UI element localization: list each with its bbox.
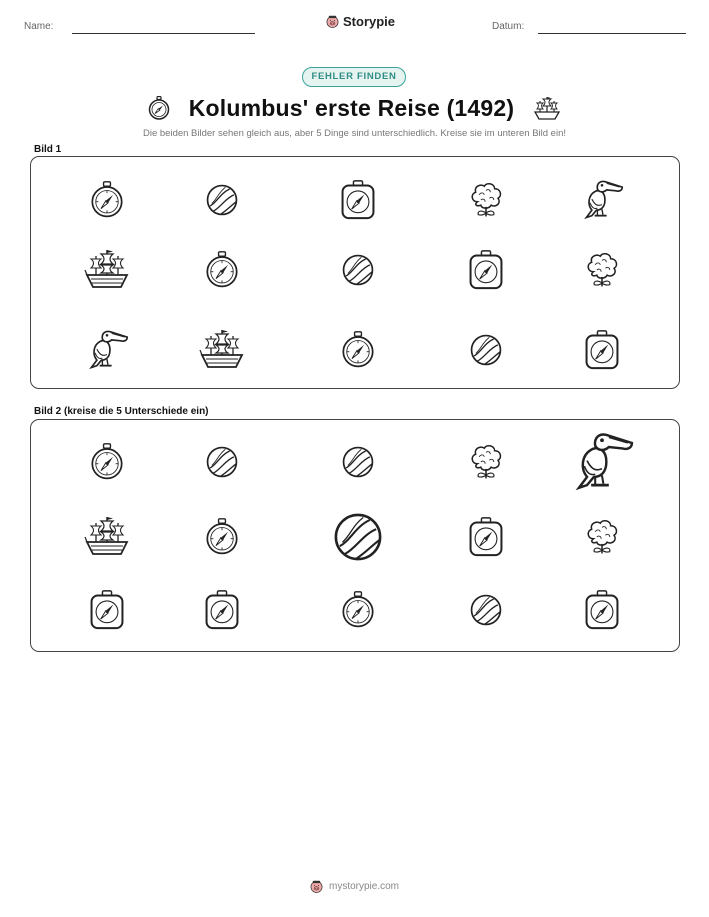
marble-ball-icon: [341, 445, 375, 479]
marble-ball-icon: [332, 511, 384, 563]
instructions: Die beiden Bilder sehen gleich aus, aber 5 Dinge sind unterschiedlich. Kreise sie im unteren Bild ein!: [143, 128, 566, 139]
name-line[interactable]: [72, 33, 255, 34]
picture1-cell[interactable]: [466, 250, 506, 290]
picture1-cell[interactable]: [205, 183, 239, 217]
compass-icon: [147, 96, 171, 120]
picture1-cell[interactable]: [338, 180, 378, 220]
picture1-cell[interactable]: [341, 253, 375, 287]
sailing-ship-icon: [199, 327, 245, 373]
title-row: [0, 92, 709, 124]
flower-bush-icon: [583, 518, 621, 556]
picture2-cell[interactable]: [341, 445, 375, 479]
flower-bush-icon: [467, 181, 505, 219]
picture1-cell[interactable]: [579, 177, 625, 223]
date-label: Datum:: [492, 21, 525, 32]
square-compass-icon: [202, 590, 242, 630]
square-compass-icon: [466, 250, 506, 290]
picture2-cell[interactable]: [568, 428, 636, 496]
square-compass-icon: [338, 180, 378, 220]
picture2-label: Bild 2 (kreise die 5 Unterschiede ein): [34, 406, 209, 417]
footer-url: mystorypie.com: [328, 881, 399, 892]
brand-name: Storypie: [343, 14, 396, 29]
picture2-cell[interactable]: [203, 518, 241, 556]
flower-bush-icon: [583, 251, 621, 289]
picture2-cell[interactable]: [202, 590, 242, 630]
picture2-cell[interactable]: [332, 511, 384, 563]
picture1-cell[interactable]: [582, 330, 622, 370]
pocket-compass-icon: [339, 331, 377, 369]
brand-logo: [326, 14, 395, 29]
square-compass-icon: [582, 590, 622, 630]
picture1-cell[interactable]: [467, 181, 505, 219]
picture2-cell[interactable]: [582, 590, 622, 630]
pocket-compass-icon: [203, 518, 241, 556]
marble-ball-icon: [205, 183, 239, 217]
picture2-cell[interactable]: [466, 517, 506, 557]
picture1-cell[interactable]: [84, 247, 130, 293]
pocket-compass-icon: [339, 591, 377, 629]
picture1-cell[interactable]: [203, 251, 241, 289]
picture2-cell[interactable]: [469, 593, 503, 627]
pocket-compass-icon: [88, 181, 126, 219]
sailing-ship-icon: [84, 514, 130, 560]
page-title: Kolumbus' erste Reise (1492): [188, 94, 515, 121]
square-compass-icon: [582, 330, 622, 370]
picture1-cell[interactable]: [469, 333, 503, 367]
marble-ball-icon: [469, 593, 503, 627]
picture2-cell[interactable]: [205, 445, 239, 479]
sailing-ship-icon: [532, 94, 562, 122]
square-compass-icon: [466, 517, 506, 557]
toucan-icon: [84, 327, 130, 373]
picture1-cell[interactable]: [84, 327, 130, 373]
picture2-cell[interactable]: [467, 443, 505, 481]
toucan-icon: [579, 177, 625, 223]
sailing-ship-icon: [84, 247, 130, 293]
pocket-compass-icon: [88, 443, 126, 481]
picture2-cell[interactable]: [84, 514, 130, 560]
picture1-label: Bild 1: [34, 144, 62, 155]
marble-ball-icon: [469, 333, 503, 367]
picture1-cell[interactable]: [583, 251, 621, 289]
picture2-cell[interactable]: [87, 590, 127, 630]
category-badge: FEHLER FINDEN: [302, 67, 406, 87]
pocket-compass-icon: [203, 251, 241, 289]
pig-logo-icon: [326, 15, 339, 28]
name-label: Name:: [24, 21, 54, 32]
picture1-cell[interactable]: [88, 181, 126, 219]
picture1-cell[interactable]: [339, 331, 377, 369]
footer: [0, 880, 709, 893]
picture1-cell[interactable]: [199, 327, 245, 373]
toucan-icon: [568, 428, 636, 496]
flower-bush-icon: [467, 443, 505, 481]
marble-ball-icon: [205, 445, 239, 479]
pig-logo-icon: [310, 880, 323, 893]
date-line[interactable]: [538, 33, 686, 34]
picture2-cell[interactable]: [583, 518, 621, 556]
picture2-cell[interactable]: [88, 443, 126, 481]
picture2-cell[interactable]: [339, 591, 377, 629]
square-compass-icon: [87, 590, 127, 630]
marble-ball-icon: [341, 253, 375, 287]
